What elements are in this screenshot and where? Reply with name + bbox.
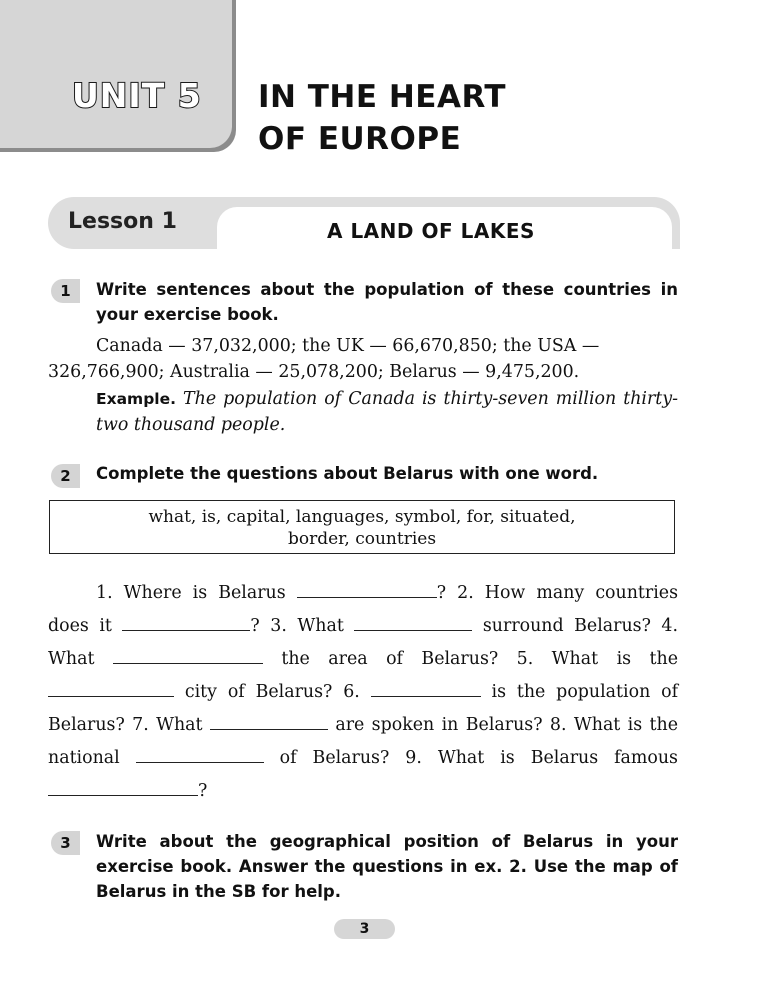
gap-text-10: ?: [198, 781, 208, 801]
answer-blank-7[interactable]: [210, 715, 328, 730]
exercise-1-instruction: Write sentences about the population of these countries in your exercise book.: [96, 280, 678, 324]
word-box-line2: border, countries: [287, 529, 437, 549]
answer-blank-5[interactable]: [48, 682, 174, 697]
gap-text-2: ? 2. How many countries does it: [48, 583, 679, 636]
gap-text-9: of Belarus? 9. What is Belarus famous: [279, 748, 678, 768]
exercise-1-data: [48, 333, 678, 385]
unit-title-line2: OF EUROPE: [258, 121, 462, 157]
gap-fill-text: [48, 577, 678, 808]
gap-text-5: the area of Belarus? 5. What is the: [281, 649, 678, 669]
example-label: Example.: [96, 390, 177, 408]
example-text: The population of Canada is thirty-seven million thirty-two thousand people.: [96, 389, 678, 435]
population-data-line1: Canada — 37,032,000; the UK — 66,670,850; the USA —: [96, 336, 600, 356]
exercise-2-number: 2: [51, 464, 80, 488]
unit-tab: [0, 0, 232, 148]
answer-blank-4[interactable]: [113, 649, 263, 664]
gap-text-4: surround Belarus? 4. What: [48, 616, 679, 669]
gap-text-8: are spoken in Belarus? 8. What is the national: [48, 715, 679, 768]
exercise-1-number: 1: [51, 279, 80, 303]
gap-text-3: ? 3. What: [250, 616, 344, 636]
unit-title: [258, 76, 506, 160]
word-box-line1: what, is, capital, languages, symbol, for, situated,: [148, 507, 576, 527]
exercise-3-number: 3: [51, 831, 80, 855]
unit-label: UNIT 5: [72, 76, 202, 115]
answer-blank-8[interactable]: [136, 748, 264, 763]
answer-blank-1[interactable]: [297, 583, 437, 598]
word-box: [49, 500, 675, 554]
gap-text-6: city of Belarus? 6.: [184, 682, 360, 702]
lesson-label: Lesson 1: [68, 209, 177, 234]
exercise-1-example: [96, 386, 678, 438]
exercise-3-instruction: Write about the geographical position of Belarus in your exercise book. Answer the questions in ex. 2. Use the map of Belarus in the SB for help.: [96, 832, 678, 901]
lesson-title: A LAND OF LAKES: [327, 219, 535, 243]
page-number: 3: [334, 919, 395, 939]
population-data-line2: 326,766,900; Australia — 25,078,200; Belarus — 9,475,200.: [48, 362, 580, 382]
answer-blank-3[interactable]: [354, 616, 472, 631]
answer-blank-6[interactable]: [371, 682, 481, 697]
unit-title-line1: IN THE HEART: [258, 79, 507, 115]
gap-text-7: is the population of Belarus? 7. What: [48, 682, 679, 735]
answer-blank-9[interactable]: [48, 781, 198, 796]
gap-text-1: 1. Where is Belarus: [96, 583, 286, 603]
exercise-2-instruction: Complete the questions about Belarus with one word.: [96, 464, 599, 483]
answer-blank-2[interactable]: [122, 616, 250, 631]
